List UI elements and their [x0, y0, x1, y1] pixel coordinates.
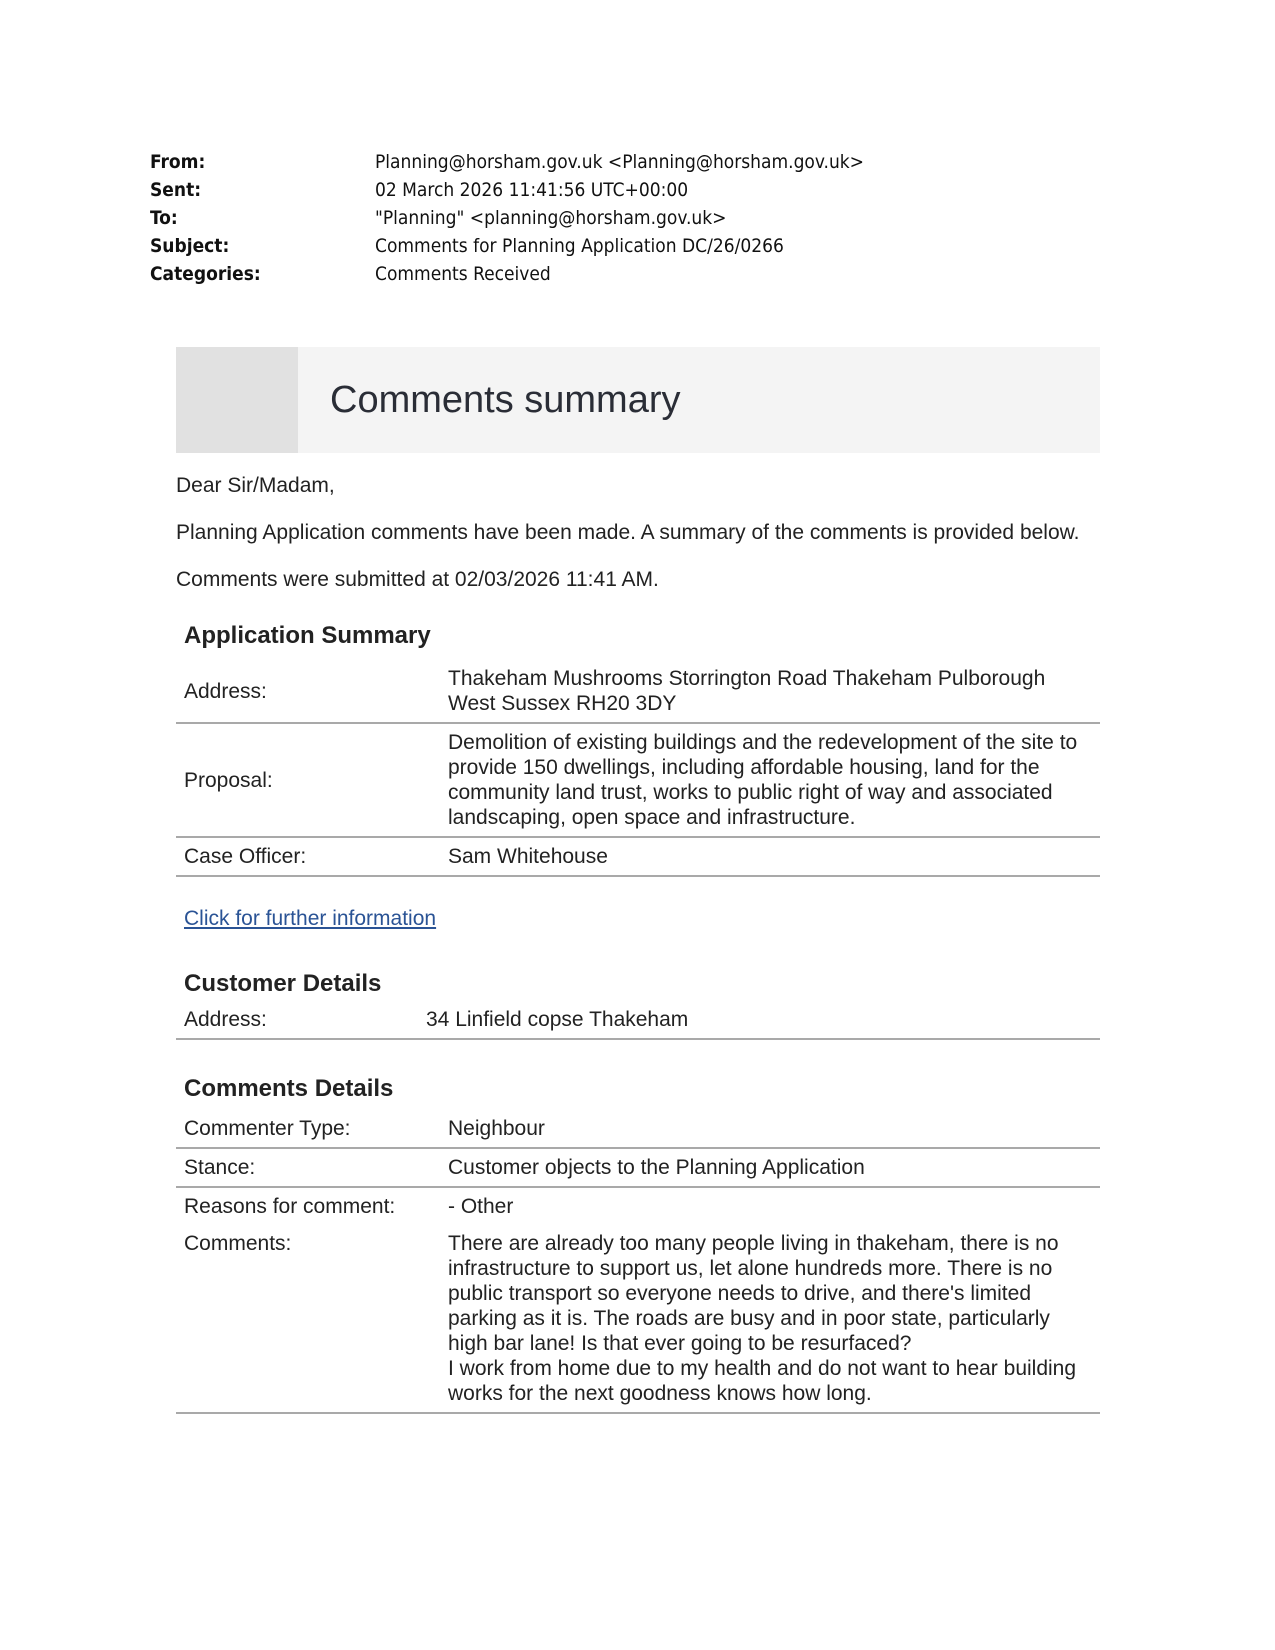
from-row [150, 148, 1150, 176]
banner-stripe [176, 347, 298, 453]
customer-address-label: Address: [176, 1001, 418, 1039]
reasons-value: - Other [448, 1195, 514, 1218]
subject-label: Subject: [150, 235, 230, 257]
comments-details-table [176, 1110, 1100, 1414]
reasons-label: Reasons for comment: [184, 1195, 396, 1218]
further-information-link[interactable]: Click for further information [184, 907, 437, 930]
greeting: Dear Sir/Madam, [176, 474, 335, 497]
submitted-text: Comments were submitted at 02/03/2026 11:41 AM. [176, 568, 659, 591]
customer-details-table [176, 1001, 1100, 1040]
table-row [176, 1187, 1100, 1225]
application-summary-table [176, 660, 1100, 877]
customer-details-heading: Customer Details [184, 970, 382, 997]
categories-row [150, 260, 1150, 288]
table-row [176, 1001, 1100, 1039]
stance-value: Customer objects to the Planning Application [440, 1148, 1100, 1187]
table-row [176, 660, 1100, 723]
from-value: Planning@horsham.gov.uk <Planning@horsham.gov.uk> [375, 151, 864, 173]
table-row [176, 723, 1100, 837]
table-row [176, 1225, 1100, 1413]
email-body [176, 347, 1100, 1414]
page-title: Comments summary [330, 379, 681, 421]
application-summary-heading: Application Summary [184, 622, 431, 649]
customer-address-value: 34 Linfield copse Thakeham [418, 1001, 1100, 1039]
categories-value: Comments Received [375, 263, 551, 285]
commenter-type-label: Commenter Type: [176, 1110, 440, 1148]
proposal-value: Demolition of existing buildings and the redevelopment of the site to provide 150 dwellings, including affordable housing, land for the community land trust, works to public right of way and associated landscaping, open space and infrastructure. [440, 723, 1100, 837]
case-officer-label: Case Officer: [176, 837, 440, 876]
table-row [176, 1110, 1100, 1148]
to-value: "Planning" <planning@horsham.gov.uk> [375, 207, 727, 229]
address-label: Address: [176, 660, 440, 723]
commenter-type-value: Neighbour [440, 1110, 1100, 1148]
case-officer-value: Sam Whitehouse [440, 837, 1100, 876]
proposal-label: Proposal: [176, 723, 440, 837]
banner [176, 347, 1100, 453]
to-label: To: [150, 207, 178, 229]
to-row [150, 204, 1150, 232]
table-row [176, 1148, 1100, 1187]
intro-text: Planning Application comments have been made. A summary of the comments is provided below. [176, 521, 1080, 544]
table-row [176, 837, 1100, 876]
sent-value: 02 March 2026 11:41:56 UTC+00:00 [375, 179, 689, 201]
stance-label: Stance: [176, 1148, 440, 1187]
comments-label: Comments: [176, 1225, 440, 1413]
categories-label: Categories: [150, 263, 261, 285]
subject-row [150, 232, 1150, 260]
comments-value: There are already too many people living in thakeham, there is no infrastructure to support us, let alone hundreds more. There is no public transport so everyone needs to drive, and there's limited parking as it is. The roads are busy and in poor state, particularly high bar lane! Is that ever going to be resurfaced? I work from home due to my health and do not want to hear building works for the next goodness knows how long. [440, 1225, 1100, 1413]
subject-value: Comments for Planning Application DC/26/0266 [375, 235, 784, 257]
comments-details-heading: Comments Details [184, 1075, 394, 1102]
from-label: From: [150, 151, 206, 173]
sent-label: Sent: [150, 179, 202, 201]
address-value: Thakeham Mushrooms Storrington Road Thakeham Pulborough West Sussex RH20 3DY [440, 660, 1100, 723]
email-header [150, 148, 1150, 288]
sent-row [150, 176, 1150, 204]
